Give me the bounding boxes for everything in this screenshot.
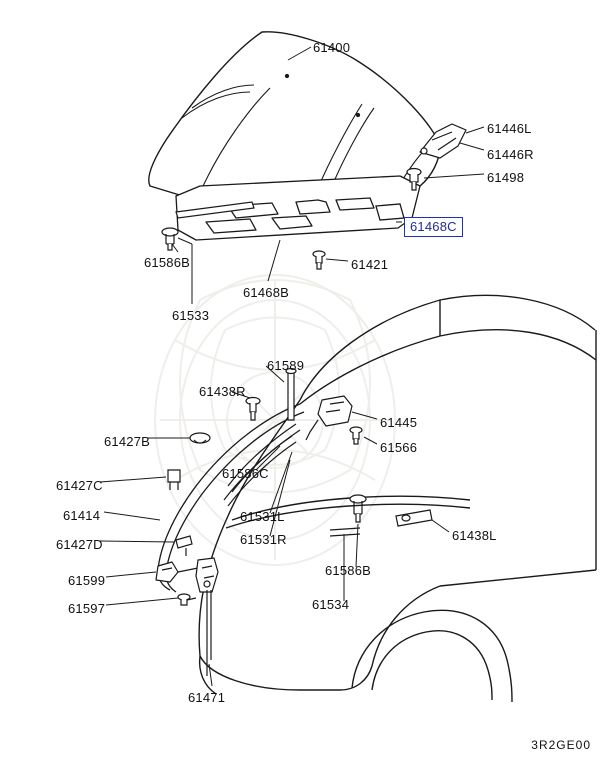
part-label-61427D[interactable]: 61427D [56, 537, 103, 552]
part-label-61468B[interactable]: 61468B [243, 285, 290, 300]
part-label-61531L[interactable]: 61531L [240, 509, 285, 524]
part-label-61471[interactable]: 61471 [188, 690, 226, 705]
part-61468C-bracket [376, 204, 404, 220]
diagram-code: 3R2GE00 [531, 738, 591, 752]
part-label-61468C[interactable]: 61468C [404, 217, 463, 237]
part-label-61427C[interactable]: 61427C [56, 478, 103, 493]
part-61427B-clip [190, 433, 210, 443]
part-label-61498[interactable]: 61498 [487, 170, 525, 185]
part-61427D-clip [176, 536, 192, 556]
part-label-61421[interactable]: 61421 [351, 257, 389, 272]
part-label-61446L[interactable]: 61446L [487, 121, 532, 136]
part-61438R-clip [246, 398, 260, 421]
vehicle-body-outline [199, 295, 596, 702]
part-label-61400[interactable]: 61400 [313, 40, 351, 55]
part-61427C-clip [168, 470, 180, 490]
part-label-61438L[interactable]: 61438L [452, 528, 497, 543]
part-label-61438R[interactable]: 61438R [199, 384, 246, 399]
hood-panel-61400 [149, 32, 440, 200]
part-label-61586B-upper[interactable]: 61586B [144, 255, 191, 270]
part-61586B-clip-upper [162, 228, 178, 250]
part-61445-latch [306, 396, 352, 440]
part-61471-cable [207, 590, 211, 676]
part-61589-pin [286, 369, 296, 421]
part-label-61446R[interactable]: 61446R [487, 147, 534, 162]
part-label-61533[interactable]: 61533 [172, 308, 210, 323]
part-61534-strip [330, 528, 360, 536]
part-label-61597[interactable]: 61597 [68, 601, 106, 616]
part-label-61427B[interactable]: 61427B [104, 434, 151, 449]
part-label-61566[interactable]: 61566 [380, 440, 418, 455]
part-label-61599[interactable]: 61599 [68, 573, 106, 588]
part-label-61531R[interactable]: 61531R [240, 532, 287, 547]
part-61438L-clip [396, 510, 432, 526]
part-label-61445[interactable]: 61445 [380, 415, 418, 430]
part-label-61414[interactable]: 61414 [63, 508, 101, 523]
part-61597-bolt [178, 594, 196, 605]
part-label-61586B-lower[interactable]: 61586B [325, 563, 372, 578]
part-label-61589[interactable]: 61589 [267, 358, 305, 373]
part-61421-bolt [313, 251, 325, 269]
part-label-61586C[interactable]: 61586C [222, 466, 269, 481]
part-label-61534[interactable]: 61534 [312, 597, 350, 612]
